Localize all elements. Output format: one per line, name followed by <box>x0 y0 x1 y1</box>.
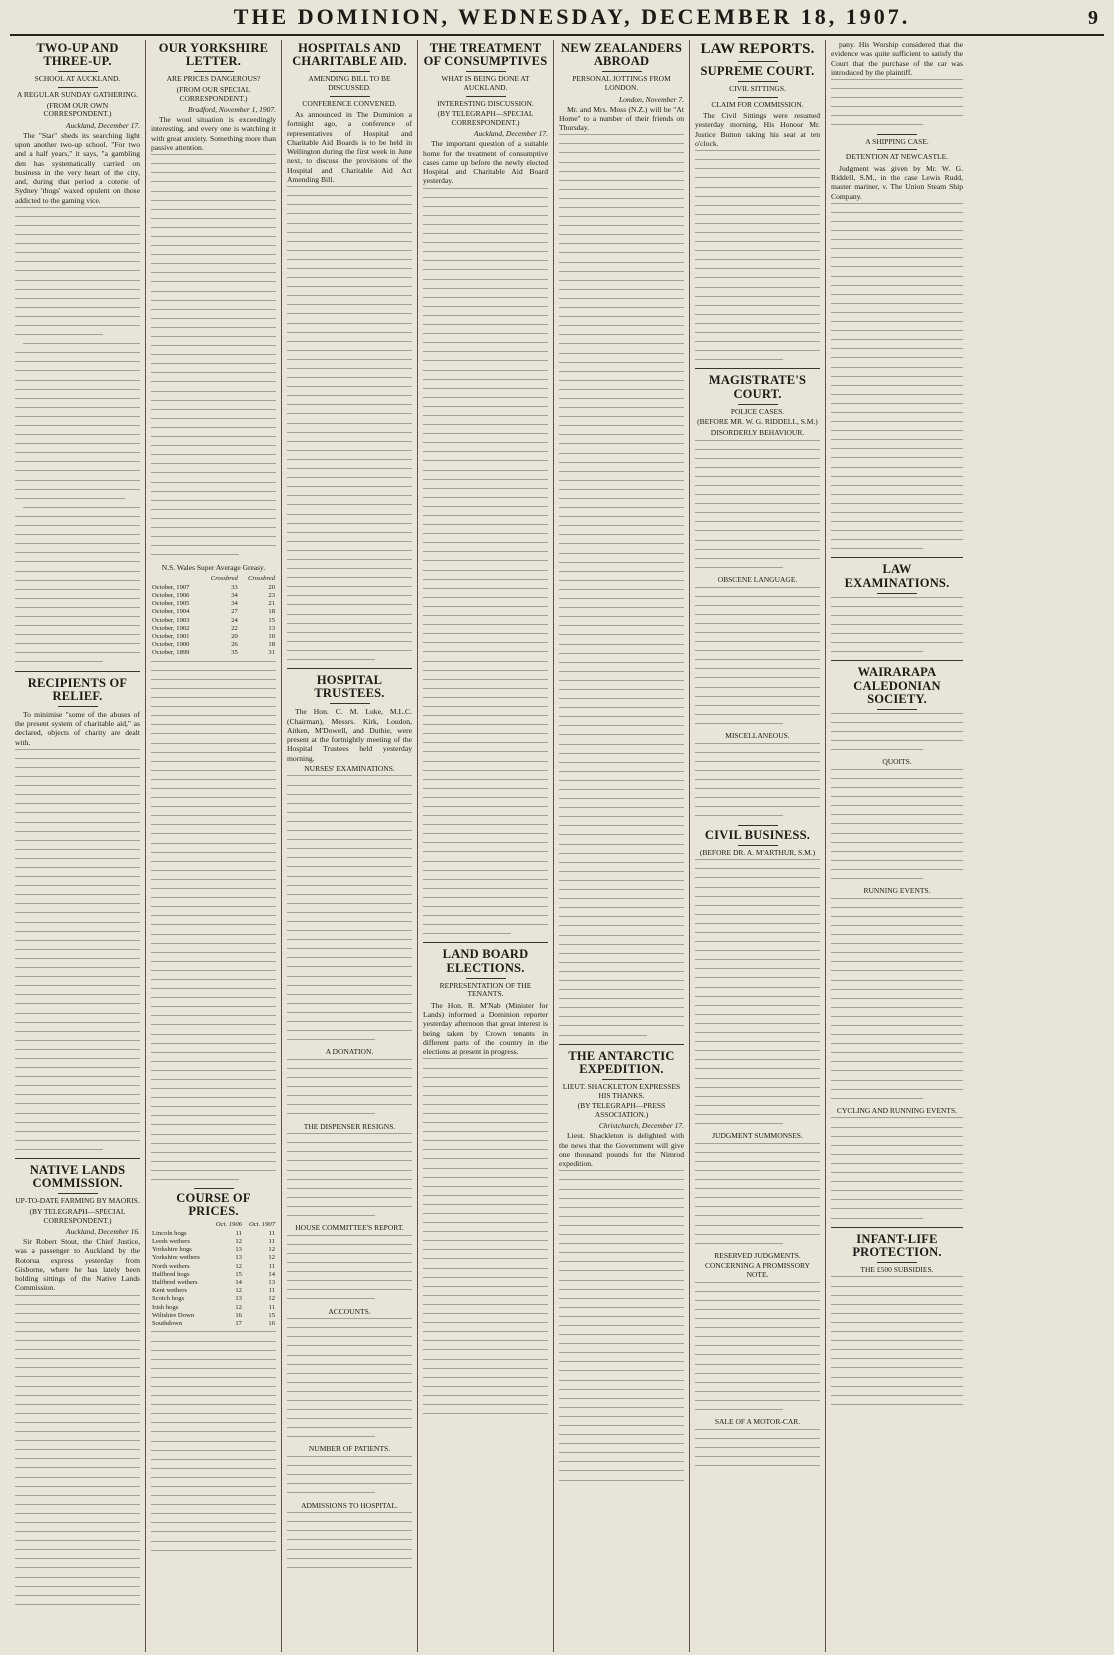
table-row: October, 1904 27 18 <box>152 608 275 616</box>
article-subheading: RESERVED JUDGMENTS. <box>714 1250 801 1260</box>
table-row: Southdown 17 16 <box>152 1320 275 1328</box>
article-body: Lieut. Shackleton is delighted with the news that the Government will give one thousand pounds for the Nimrod expedition. <box>559 1131 684 1169</box>
article-subheading: LIEUT. SHACKLETON EXPRESSES HIS THANKS. <box>562 1081 681 1100</box>
text-continuation <box>831 1276 963 1404</box>
article-subheading: DETENTION AT NEWCASTLE. <box>845 152 949 162</box>
text-continuation <box>695 150 820 360</box>
text-continuation <box>831 203 963 550</box>
text-continuation <box>287 1235 412 1300</box>
text-continuation <box>287 775 412 1040</box>
dateline: Auckland, December 16. <box>65 1227 140 1237</box>
table-row: October, 1902 22 13 <box>152 624 275 632</box>
article-subheading: AMENDING BILL TO BE DISCUSSED. <box>308 74 391 92</box>
text-continuation <box>559 1170 684 1480</box>
column-4 <box>418 40 554 1652</box>
article-subheading: THE £500 SUBSIDIES. <box>860 1264 934 1274</box>
text-continuation <box>695 743 820 817</box>
table-row: Yorkshire hogs 13 12 <box>152 1246 275 1254</box>
article-subheading: QUOITS. <box>882 757 912 767</box>
dateline: Auckland, December 17. <box>473 129 548 139</box>
article-heading: WAIRARAPA CALEDONIAN SOCIETY. <box>853 665 941 706</box>
text-continuation <box>831 1117 963 1218</box>
column-2 <box>146 40 282 1652</box>
text-continuation <box>695 1282 820 1410</box>
table-row: October, 1906 34 23 <box>152 591 275 599</box>
article-body: As announced in The Dominion a fortnight ago, a conference of representatives of Hospital and Charitable Aid Boards is to be held in Wellington during the first week in June next, to discuss the provisions of the Hospital and Charitable Aid Act Amending Bill. <box>287 110 412 184</box>
article-body: The Hon. R. M'Nab (Minister for Lands) informed a Dominion reporter yesterday afternoon that great interest is being taken by Crown tenants in different parts of the country in the elections at present in progress. <box>423 1000 548 1057</box>
columns <box>10 40 1104 1652</box>
byline: (FROM OUR OWN CORRESPONDENT.) <box>43 100 112 119</box>
article-heading: LAND BOARD ELECTIONS. <box>442 947 529 975</box>
table-row: Kent wethers 12 11 <box>152 1287 275 1295</box>
article-subheading: CYCLING AND RUNNING EVENTS. <box>837 1105 957 1115</box>
section-heading: LAW REPORTS. <box>700 41 815 57</box>
article-subheading: A DONATION. <box>325 1047 374 1057</box>
article-heading: COURSE OF PRICES. <box>176 1191 251 1219</box>
article-subheading: (BEFORE DR. A. M'ARTHUR, S.M.) <box>699 847 816 857</box>
table-row: October, 1905 34 21 <box>152 600 275 608</box>
article-subheading: PERSONAL JOTTINGS FROM LONDON. <box>572 74 671 92</box>
table-row: Lincoln hogs 11 11 <box>152 1229 275 1237</box>
byline: (BY TELEGRAPH—SPECIAL CORRESPONDENT.) <box>29 1206 126 1225</box>
wool-price-table: Crossbred Crossbred October, 1907 33 20 October, 1906 34 23 October, 1905 34 21 October, 1904 27 18 October, 1903 24 15 October, 1902 22 13 October, 1901 20 10 October, 1900 26 18 October, 1899 35 31 <box>152 575 275 657</box>
article-subheading: A REGULAR SUNDAY GATHERING. <box>16 89 139 99</box>
article-subheading: A SHIPPING CASE. <box>865 136 929 146</box>
article-body: Sir Robert Stout, the Chief Justice, was a passenger to Auckland by the Rotorua express yesterday from Gisborne, where he has lately been holding sittings of the Native Lands Commission. <box>15 1237 140 1293</box>
article-subheading: CONFERENCE CONVENED. <box>302 98 397 108</box>
table-row: North wethers 12 11 <box>152 1262 275 1270</box>
table-row: Halfbred wethers 14 13 <box>152 1279 275 1287</box>
article-subheading: SALE OF A MOTOR-CAR. <box>714 1417 801 1427</box>
article-subheading: (BEFORE MR. W. G. RIDDELL, S.M.) <box>697 417 818 427</box>
article-subheading: CIVIL SITTINGS. <box>729 83 786 93</box>
table-row: October, 1899 35 31 <box>152 649 275 657</box>
table-row: Irish hogs 12 11 <box>152 1303 275 1311</box>
text-continuation <box>151 661 276 1180</box>
article-heading: INFANT-LIFE PROTECTION. <box>852 1231 942 1259</box>
article-body: pany. His Worship considered that the evidence was quite sufficient to satisfy the Court that the purchase of the car was introduced by the plaintiff. <box>831 40 963 77</box>
table-row: Scotch hogs 13 12 <box>152 1295 275 1303</box>
article-heading: TWO-UP AND THREE-UP. <box>36 41 119 69</box>
article-body: Judgment was given by Mr. W. G. Riddell, S.M., in the case Lewis Rudd, master mariner, v. The Union Steam Ship Company. <box>831 163 963 201</box>
article-heading: THE ANTARCTIC EXPEDITION. <box>568 1048 675 1076</box>
text-continuation <box>15 749 140 1150</box>
article-heading: OUR YORKSHIRE LETTER. <box>158 41 269 69</box>
article-body: The Hon. C. M. Luke, M.L.C. (Chairman), Messrs. Kirk, Loudon, Aitken, M'Dowell, and Duthie, were present at the fortnightly meeting of the Hospital Trustees held yesterday morning. <box>287 707 412 763</box>
text-continuation <box>151 1331 276 1550</box>
column-6 <box>690 40 826 1652</box>
text-continuation <box>559 134 684 1035</box>
article-subheading: UP-TO-DATE FARMING BY MAORIS. <box>15 1196 140 1206</box>
table-row: October, 1907 33 20 <box>152 583 275 591</box>
byline: (BY TELEGRAPH—SPECIAL CORRESPONDENT.) <box>437 109 534 127</box>
article-body: The "Star" sheds its searching light upon another two-up school. "For two and a half years," it says, "a gambling den has systematically carried on business in the very heart of the city, and, during that period a coterie of Sydney 'thugs' waxed opulent on those addicted to the gaming vice. <box>15 130 140 205</box>
text-continuation <box>695 440 820 568</box>
column-7 <box>826 40 968 1652</box>
article-body: Mr. and Mrs. Moss (N.Z.) will be "At Home" to a number of their friends on Thursday. <box>559 104 684 132</box>
article-body: The important question of a suitable home for the treatment of consumptive cases came up before the newly elected Hospital and Charitable Aid Board yesterday. <box>423 139 548 186</box>
text-continuation <box>831 597 963 653</box>
text-continuation <box>15 207 140 663</box>
text-continuation <box>831 713 963 750</box>
article-heading: RECIPIENTS OF RELIEF. <box>27 675 128 703</box>
column-3 <box>282 40 418 1652</box>
article-subheading: OBSCENE LANGUAGE. <box>717 574 798 584</box>
text-continuation <box>423 188 548 935</box>
article-subheading: CONCERNING A PROMISSORY NOTE. <box>704 1261 811 1280</box>
article-heading: HOSPITAL TRUSTEES. <box>314 673 385 701</box>
article-subheading: NUMBER OF PATIENTS. <box>308 1444 391 1454</box>
text-continuation <box>287 1512 412 1568</box>
article-subheading: JUDGMENT SUMMONSES. <box>712 1131 803 1141</box>
text-continuation <box>287 1318 412 1437</box>
table-row: Wiltshire Down 16 15 <box>152 1311 275 1319</box>
text-continuation <box>695 1429 820 1466</box>
article-heading: HOSPITALS AND CHARITABLE AID. <box>292 41 407 69</box>
article-subheading: THE DISPENSER RESIGNS. <box>303 1121 396 1131</box>
text-continuation <box>287 1456 412 1493</box>
dateline: Bradford, November 1, 1907. <box>187 105 276 115</box>
text-continuation <box>695 1143 820 1244</box>
masthead-title: THE DOMINION, WEDNESDAY, DECEMBER 18, 1907. <box>233 4 911 29</box>
dateline: Auckland, December 17. <box>65 120 140 130</box>
byline: (BY TELEGRAPH—PRESS ASSOCIATION.) <box>577 1101 666 1119</box>
text-continuation <box>831 898 963 1099</box>
article-subheading: DISORDERLY BEHAVIOUR. <box>710 427 805 437</box>
table-row: October, 1901 20 10 <box>152 632 275 640</box>
course-of-prices-table: Oct. 1906 Oct. 1907 Lincoln hogs 11 11 Leeds wethers 12 11 Yorkshire hogs 13 12 Yorkshire wethers 13 12 North wethers 12 11 Halfbred hogs 15 14 Halfbred wethers 14 13 Kent wethers 12 11 Scotch hogs 13 12 Irish hogs 12 11 Wiltshire Down 16 15 Southdown 17 16 <box>152 1221 275 1328</box>
article-subheading: POLICE CASES. <box>730 406 785 416</box>
article-subheading: ADMISSIONS TO HOSPITAL. <box>301 1500 398 1510</box>
article-subheading: MISCELLANEOUS. <box>725 731 790 741</box>
text-continuation <box>695 587 820 724</box>
article-heading: CIVIL BUSINESS. <box>704 827 811 842</box>
text-continuation <box>831 79 963 125</box>
article-heading: MAGISTRATE'S COURT. <box>708 373 807 401</box>
article-body: To minimise "some of the abuses of the present system of charitable aid," as declared, objects of charity are dealt with. <box>15 709 140 747</box>
article-subheading: INTERESTING DISCUSSION. <box>437 98 534 108</box>
text-continuation <box>423 1058 548 1414</box>
article-heading: NATIVE LANDS COMMISSION. <box>29 1163 126 1191</box>
page-number: 9 <box>1087 7 1098 29</box>
dateline: London, November 7. <box>619 94 684 104</box>
masthead <box>10 4 1104 36</box>
text-continuation <box>287 1133 412 1216</box>
column-1 <box>10 40 146 1652</box>
table-row: October, 1903 24 15 <box>152 616 275 624</box>
byline: (FROM OUR SPECIAL CORRESPONDENT.) <box>176 84 251 103</box>
table-row: Halfbred hogs 15 14 <box>152 1270 275 1278</box>
article-subheading: NURSES' EXAMINATIONS. <box>304 763 395 773</box>
table-row: Leeds wethers 12 11 <box>152 1237 275 1245</box>
article-subheading: REPRESENTATION OF THE TENANTS. <box>439 980 532 999</box>
table-row: Yorkshire wethers 13 12 <box>152 1254 275 1262</box>
text-continuation <box>695 859 820 1124</box>
text-continuation <box>831 769 963 879</box>
article-heading: LAW EXAMINATIONS. <box>844 562 950 590</box>
text-continuation <box>151 154 276 555</box>
article-subheading: ARE PRICES DANGEROUS? <box>166 74 261 84</box>
article-subheading: CLAIM FOR COMMISSION. <box>711 99 804 109</box>
article-subheading: WHAT IS BEING DONE AT AUCKLAND. <box>441 74 530 92</box>
column-5 <box>554 40 690 1652</box>
article-subheading: SCHOOL AT AUCKLAND. <box>34 74 121 84</box>
text-continuation <box>15 1295 140 1605</box>
article-heading: NEW ZEALANDERS ABROAD <box>560 41 682 69</box>
article-body: The Civil Sittings were resumed yesterday morning, His Honour Mr. Justice Button taking his seat at ten o'clock. <box>695 111 820 148</box>
article-heading: THE TREATMENT OF CONSUMPTIVES <box>423 41 548 69</box>
text-continuation <box>287 1059 412 1115</box>
article-subheading: RUNNING EVENTS. <box>863 886 931 896</box>
table-title: N.S. Wales Super Average Greasy. <box>161 563 266 573</box>
dateline: Christchurch, December 17. <box>598 1121 684 1131</box>
article-body: The wool situation is exceedingly interesting, and every one is watching it with great anxiety. Something more than passive attention. <box>151 115 276 152</box>
article-subheading: ACCOUNTS. <box>328 1306 371 1316</box>
article-heading: SUPREME COURT. <box>700 63 815 78</box>
text-continuation <box>287 186 412 660</box>
table-row: October, 1900 26 18 <box>152 641 275 649</box>
article-subheading: HOUSE COMMITTEE'S REPORT. <box>295 1223 404 1233</box>
divider <box>58 71 98 72</box>
